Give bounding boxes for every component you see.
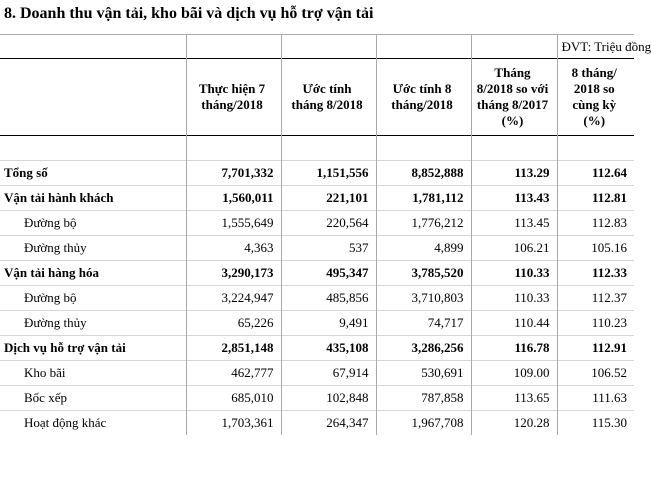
row-label: Bốc xếp	[0, 386, 186, 411]
cell: 1,560,011	[186, 186, 281, 211]
cell: 4,363	[186, 236, 281, 261]
cell: 110.44	[471, 311, 557, 336]
cell: 1,967,708	[376, 411, 471, 436]
cell: 110.33	[471, 286, 557, 311]
cell: 74,717	[376, 311, 471, 336]
cell: 4,899	[376, 236, 471, 261]
table-row	[0, 286, 634, 311]
cell: 113.45	[471, 211, 557, 236]
cell: 7,701,332	[186, 161, 281, 186]
cell: 102,848	[281, 386, 376, 411]
revenue-table	[0, 34, 651, 435]
row-label: Kho bãi	[0, 361, 186, 386]
table-row	[0, 411, 634, 436]
cell: 1,781,112	[376, 186, 471, 211]
row-label: Dịch vụ hỗ trợ vận tải	[0, 336, 186, 361]
table-row	[0, 261, 634, 286]
table-row	[0, 386, 634, 411]
cell: 112.64	[557, 161, 634, 186]
cell: 1,703,361	[186, 411, 281, 436]
cell: 3,224,947	[186, 286, 281, 311]
cell: 110.23	[557, 311, 634, 336]
cell: 112.83	[557, 211, 634, 236]
table-title: 8. Doanh thu vận tải, kho bãi và dịch vụ hỗ trợ vận tải	[4, 5, 374, 22]
cell: 3,785,520	[376, 261, 471, 286]
cell: 9,491	[281, 311, 376, 336]
cell: 435,108	[281, 336, 376, 361]
cell: 113.65	[471, 386, 557, 411]
cell: 537	[281, 236, 376, 261]
column-header: 8 tháng/ 2018 so cùng kỳ (%)	[557, 59, 634, 136]
header-row	[0, 59, 634, 136]
cell: 110.33	[471, 261, 557, 286]
cell: 109.00	[471, 361, 557, 386]
table-row	[0, 311, 634, 336]
cell: 120.28	[471, 411, 557, 436]
cell: 113.29	[471, 161, 557, 186]
cell: 112.91	[557, 336, 634, 361]
cell: 105.16	[557, 236, 634, 261]
cell: 106.21	[471, 236, 557, 261]
table-row	[0, 186, 634, 211]
row-label: Đường bộ	[0, 211, 186, 236]
cell: 530,691	[376, 361, 471, 386]
cell: 495,347	[281, 261, 376, 286]
cell: 787,858	[376, 386, 471, 411]
cell: 485,856	[281, 286, 376, 311]
cell: 2,851,148	[186, 336, 281, 361]
cell: 65,226	[186, 311, 281, 336]
cell: 264,347	[281, 411, 376, 436]
cell: 112.81	[557, 186, 634, 211]
cell: 8,852,888	[376, 161, 471, 186]
row-label: Vận tải hàng hóa	[0, 261, 186, 286]
cell: 111.63	[557, 386, 634, 411]
column-header: Ước tính 8 tháng/2018	[376, 59, 471, 136]
row-label: Vận tải hành khách	[0, 186, 186, 211]
unit-label: ĐVT: Triệu đồng	[557, 35, 634, 59]
table-row	[0, 161, 634, 186]
cell: 112.33	[557, 261, 634, 286]
cell: 462,777	[186, 361, 281, 386]
cell: 3,286,256	[376, 336, 471, 361]
cell: 67,914	[281, 361, 376, 386]
row-label: Đường bộ	[0, 286, 186, 311]
table-row	[0, 361, 634, 386]
cell: 685,010	[186, 386, 281, 411]
table-row	[0, 211, 634, 236]
column-header: Tháng 8/2018 so với tháng 8/2017 (%)	[471, 59, 557, 136]
table-row	[0, 236, 634, 261]
cell: 113.43	[471, 186, 557, 211]
cell: 3,290,173	[186, 261, 281, 286]
row-label: Đường thủy	[0, 236, 186, 261]
cell: 112.37	[557, 286, 634, 311]
table-row	[0, 336, 634, 361]
row-label: Đường thủy	[0, 311, 186, 336]
cell: 1,151,556	[281, 161, 376, 186]
column-header: Thực hiện 7 tháng/2018	[186, 59, 281, 136]
cell: 106.52	[557, 361, 634, 386]
row-label: Tổng số	[0, 161, 186, 186]
column-header: Ước tính tháng 8/2018	[281, 59, 376, 136]
row-label: Hoạt động khác	[0, 411, 186, 436]
cell: 221,101	[281, 186, 376, 211]
cell: 1,776,212	[376, 211, 471, 236]
cell: 3,710,803	[376, 286, 471, 311]
cell: 1,555,649	[186, 211, 281, 236]
cell: 115.30	[557, 411, 634, 436]
cell: 116.78	[471, 336, 557, 361]
cell: 220,564	[281, 211, 376, 236]
